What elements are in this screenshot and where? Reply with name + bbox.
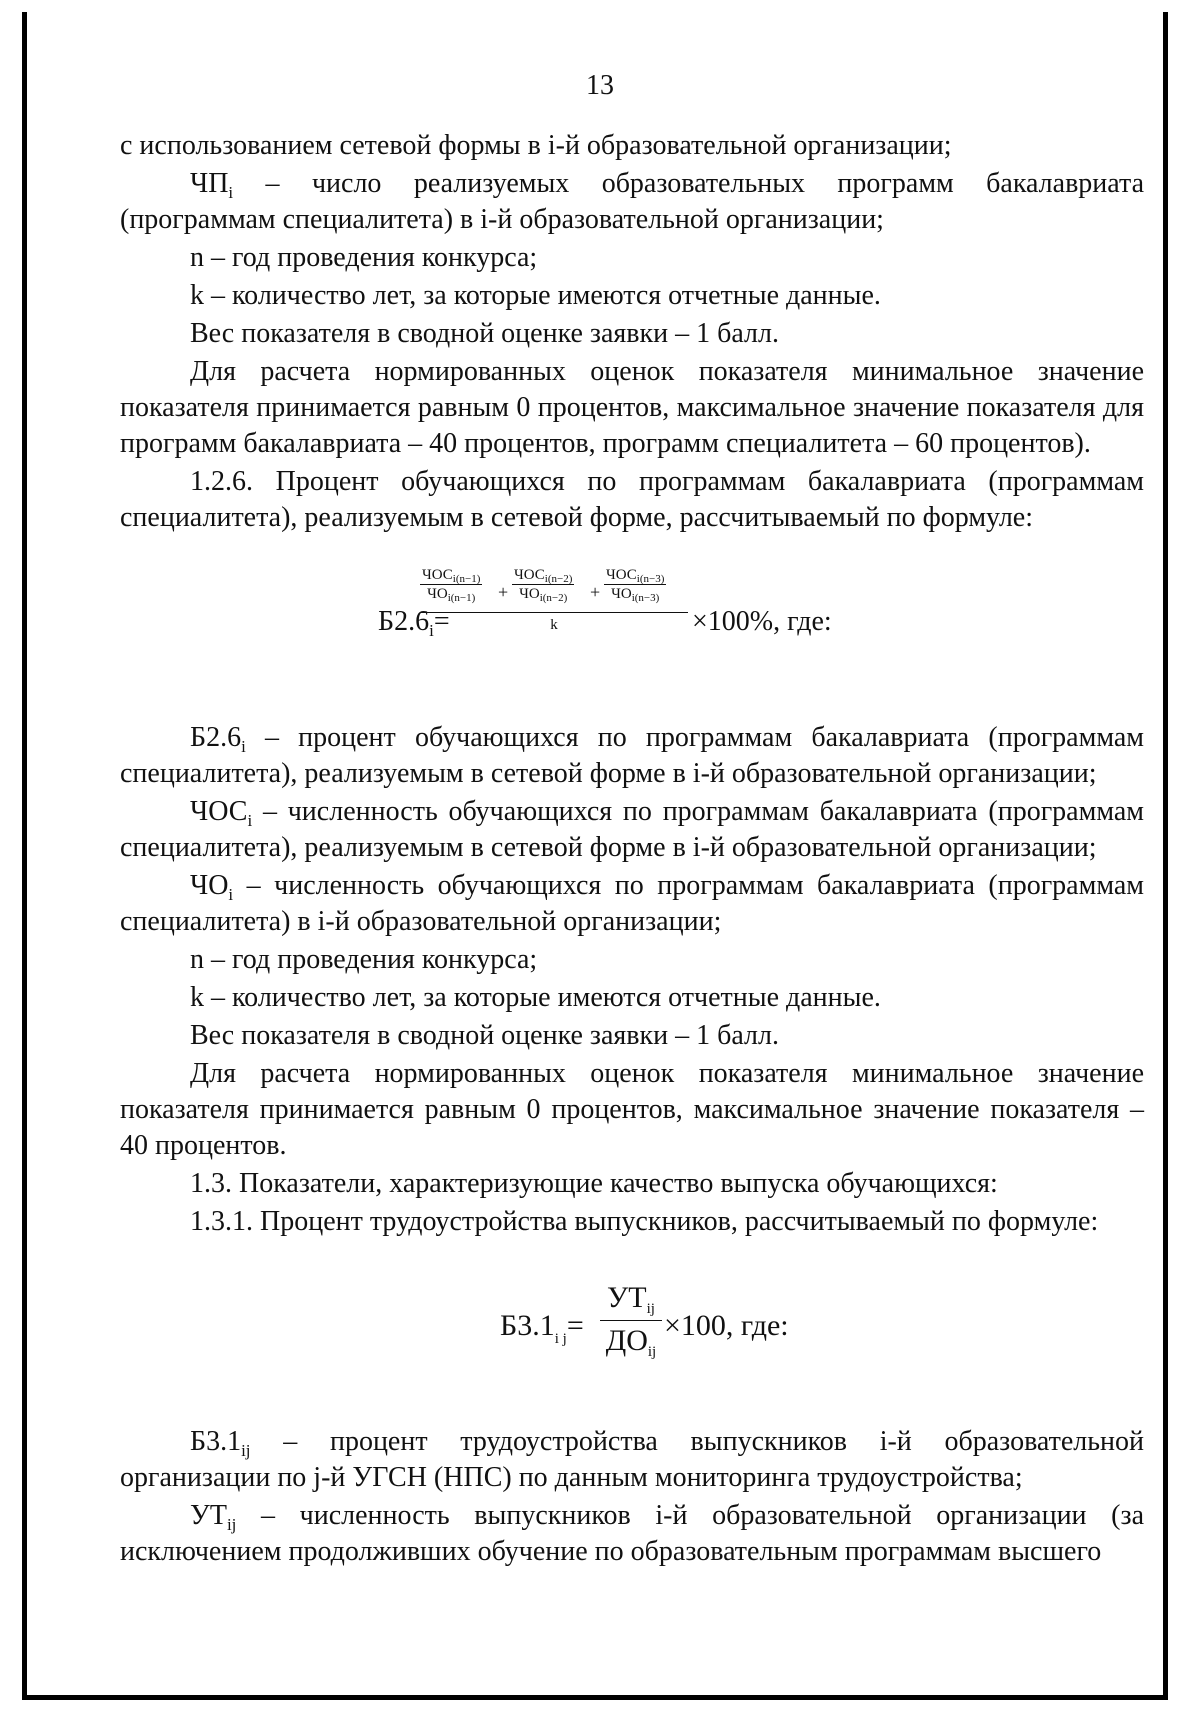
symbol-subscript: i: [228, 183, 234, 202]
fraction-denominator: k: [550, 617, 558, 633]
definition-b3-1: [120, 1424, 1144, 1496]
symbol: ЧП: [190, 168, 229, 199]
definition-b2-6: [120, 720, 1144, 792]
ratio-1: [420, 566, 482, 603]
equals-sign: =: [433, 606, 450, 637]
document-body: [120, 128, 1144, 1572]
ratio-1-numerator: ЧОС: [422, 567, 453, 583]
plus-sign: +: [590, 582, 601, 602]
paragraph: Вес показателя в сводной оценке заявки – 1 балл.: [190, 1020, 779, 1051]
ratio-3-numerator: ЧОС: [606, 567, 637, 583]
denominator-symbol: ДО: [605, 1324, 648, 1357]
main-fraction: [420, 560, 688, 635]
ratio-1-denominator-sub: i(n−1): [447, 592, 476, 604]
paragraph: n – год проведения конкурса;: [190, 242, 538, 273]
ratio-2-denominator-sub: i(n−2): [539, 592, 568, 604]
symbol: ЧОС: [190, 796, 248, 827]
paragraph: k – количество лет, за которые имеются отчетные данные.: [190, 982, 881, 1013]
symbol: Б3.1: [190, 1426, 242, 1457]
definition-text: – численность обучающихся по программам бакалавриата (программам специалитета), реализуемым в сетевой форме в i-й образовательной организации;: [120, 796, 1144, 863]
paragraph: n – год проведения конкурса;: [190, 944, 538, 975]
formula-b3-1: [120, 1280, 1144, 1380]
ratio-2-denominator: ЧО: [519, 586, 540, 602]
definition-chp: [120, 166, 1144, 238]
page-number: 13: [586, 70, 614, 101]
plus-sign: +: [498, 582, 509, 602]
denominator-subscript: ij: [647, 1344, 657, 1360]
fraction-numerator: [420, 560, 688, 612]
symbol: Б2.6: [190, 722, 242, 753]
ratio-3-numerator-sub: i(n−3): [636, 573, 665, 585]
formula-lhs-subscript: i: [429, 621, 434, 640]
symbol-subscript: ij: [241, 1441, 251, 1460]
ratio-2: [512, 566, 574, 603]
definition-ut: [120, 1498, 1144, 1570]
ratio-3-denominator-sub: i(n−3): [631, 592, 660, 604]
fraction: [600, 1280, 662, 1361]
numerator-subscript: ij: [646, 1301, 655, 1317]
formula-rhs: ×100, где:: [664, 1309, 789, 1342]
paragraph: Для расчета нормированных оценок показателя минимальное значение показателя принимается равным 0 процентов, максимальное значение показателя для программ бакалавриата – 40 процентов, программ специалитета – 60 процентов).: [120, 356, 1144, 459]
definition-text: – процент обучающихся по программам бакалавриата (программам специалитета), реализуемым в сетевой форме в i-й образовательной организации;: [120, 722, 1144, 789]
symbol: ЧО: [190, 870, 229, 901]
numerator-symbol: УТ: [607, 1281, 647, 1314]
formula-lhs: [500, 1308, 584, 1347]
definition-text: – процент трудоустройства выпускников i-й образовательной организации по j-й УГСН (НПС) по данным мониторинга трудоустройства;: [120, 1426, 1144, 1493]
definition-cho: [120, 868, 1144, 940]
fraction-numerator: [600, 1280, 662, 1321]
ratio-1-numerator-sub: i(n−1): [452, 573, 481, 585]
ratio-1-denominator: ЧО: [427, 586, 448, 602]
section-heading-1-2-6: 1.2.6. Процент обучающихся по программам бакалавриата (программам специалитета), реализуемым в сетевой форме, рассчитываемый по формуле:: [120, 466, 1144, 533]
ratio-2-numerator-sub: i(n−2): [544, 573, 573, 585]
ratio-2-numerator: ЧОС: [514, 567, 545, 583]
symbol: УТ: [190, 1500, 227, 1531]
formula-b2-6: [120, 560, 1144, 678]
paragraph: с использованием сетевой формы в i-й образовательной организации;: [120, 130, 952, 161]
fraction-denominator: [600, 1321, 662, 1361]
definition-chos: [120, 794, 1144, 866]
equals-sign: =: [566, 1309, 584, 1342]
formula-lhs-symbol: Б3.1: [500, 1309, 555, 1342]
section-heading-1-3: 1.3. Показатели, характеризующие качество выпуска обучающихся:: [190, 1168, 998, 1199]
definition-text: – число реализуемых образовательных программ бакалавриата (программам специалитета) в i-й образовательной организации;: [120, 168, 1144, 235]
symbol-subscript: ij: [226, 1515, 237, 1534]
paragraph: Вес показателя в сводной оценке заявки – 1 балл.: [190, 318, 779, 349]
formula-lhs-subscript: i j: [554, 1331, 567, 1347]
ratio-3-denominator: ЧО: [611, 586, 632, 602]
definition-text: – численность выпускников i-й образовательной организации (за исключением продолживших обучение по образовательным программам высшего: [120, 1500, 1144, 1567]
symbol-subscript: i: [228, 885, 234, 904]
ratio-3: [604, 566, 666, 603]
definition-text: – численность обучающихся по программам бакалавриата (программам специалитета) в i-й образовательной организации;: [120, 870, 1144, 937]
section-heading-1-3-1: 1.3.1. Процент трудоустройства выпускников, рассчитываемый по формуле:: [190, 1206, 1099, 1237]
symbol-subscript: i: [241, 737, 246, 756]
paragraph: k – количество лет, за которые имеются отчетные данные.: [190, 280, 881, 311]
paragraph: Для расчета нормированных оценок показателя минимальное значение показателя принимается равным 0 процентов, максимальное значение показателя – 40 процентов.: [120, 1058, 1144, 1161]
formula-lhs-symbol: Б2.6: [378, 606, 430, 637]
symbol-subscript: i: [247, 811, 253, 830]
formula-rhs: ×100%, где:: [692, 606, 832, 637]
